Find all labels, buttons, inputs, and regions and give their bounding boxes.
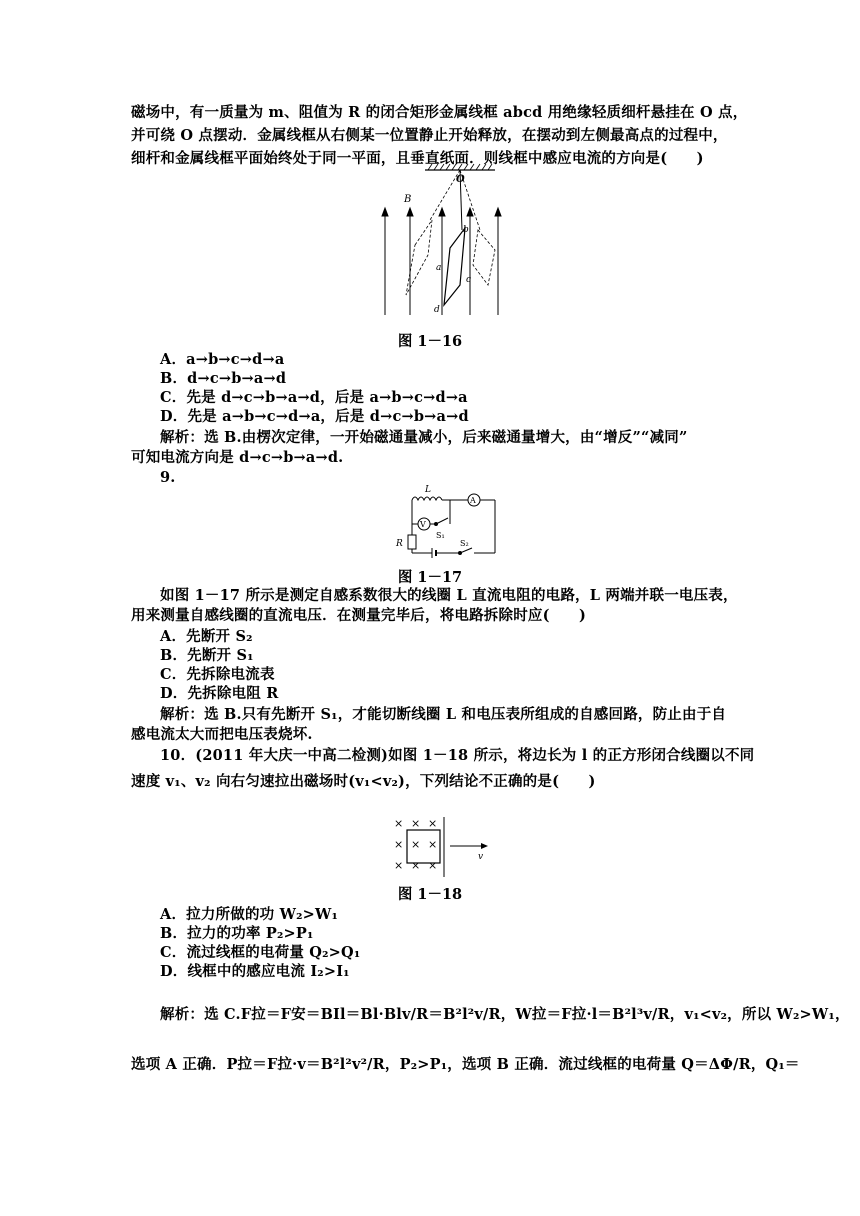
field-cross: × — [394, 838, 404, 851]
field-cross: × — [394, 817, 404, 830]
label-s1: S₁ — [436, 531, 445, 540]
field-cross: × — [428, 859, 438, 872]
label-ammeter: A — [470, 496, 476, 505]
figure-1-16-caption: 图 1－16 — [397, 333, 463, 350]
label-B: B — [404, 194, 412, 205]
label-v: v — [478, 852, 484, 862]
q10-stem-line-1: 10．(2011 年大庆一中高二检测)如图 1－18 所示，将边长为 l 的正方形闭合线圈以不同 — [160, 747, 755, 764]
q9-option-c: C．先拆除电流表 — [160, 666, 275, 683]
q8-option-c: C．先是 d→c→b→a→d，后是 a→b→c→d→a — [160, 389, 468, 406]
q8-intro-line-2: 并可绕 O 点摆动．金属线框从右侧某一位置静止开始释放，在摆动到左侧最高点的过程中， — [131, 127, 728, 144]
field-cross: × — [411, 838, 421, 851]
label-L: L — [425, 485, 431, 495]
figure-1-18-caption: 图 1－18 — [397, 886, 463, 903]
label-b: b — [463, 225, 469, 235]
q10-option-b: B．拉力的功率 P₂>P₁ — [160, 925, 314, 942]
q10-option-c: C．流过线框的电荷量 Q₂>Q₁ — [160, 944, 361, 961]
q8-analysis-line-1: 解析：选 B.由楞次定律，一开始磁通量减小，后来磁通量增大，由“增反”“减同” — [160, 429, 688, 446]
q9-analysis-line-2: 感电流太大而把电压表烧坏. — [131, 726, 313, 743]
q8-option-a: A．a→b→c→d→a — [160, 351, 285, 368]
label-voltmeter: V — [420, 520, 426, 529]
q10-option-d: D．线框中的感应电流 I₂>I₁ — [160, 963, 350, 980]
field-cross: × — [428, 817, 438, 830]
q9-option-a: A．先断开 S₂ — [160, 628, 253, 645]
field-cross: × — [394, 859, 404, 872]
field-cross: × — [411, 859, 421, 872]
figure-1-17-circuit-diagram — [390, 480, 500, 562]
label-R: R — [396, 539, 403, 549]
q9-stem-line-2: 用来测量自感线圈的直流电压．在测量完毕后，将电路拆除时应( ) — [131, 607, 587, 624]
q10-analysis-line-2: 选项 A 正确．P拉＝F拉·v＝B²l²v²/R，P₂>P₁，选项 B 正确．流过线框的电荷量 Q＝ΔΦ/R，Q₁＝ — [131, 1056, 800, 1073]
label-c: c — [466, 275, 472, 285]
figure-1-18-magnetic-field-diagram — [390, 815, 500, 879]
q9-stem-line-1: 如图 1－17 所示是测定自感系数很大的线圈 L 直流电阻的电路，L 两端并联一电压表， — [160, 587, 738, 604]
q8-option-b: B．d→c→b→a→d — [160, 370, 287, 387]
q10-analysis-line-1: 解析：选 C.F拉＝F安＝BIl＝Bl·Blv/R＝B²l²v/R，W拉＝F拉·l＝B²l³v/R，v₁<v₂，所以 W₂>W₁， — [160, 1006, 850, 1023]
q9-number: 9. — [160, 469, 176, 486]
field-cross: × — [411, 817, 421, 830]
field-cross: × — [428, 838, 438, 851]
label-O: O — [456, 174, 465, 185]
figure-1-17-caption: 图 1－17 — [397, 569, 463, 586]
label-s2: S₂ — [460, 539, 469, 548]
q9-analysis-line-1: 解析：选 B.只有先断开 S₁，才能切断线圈 L 和电压表所组成的自感回路，防止由于自 — [160, 706, 727, 723]
q8-intro-line-1: 磁场中，有一质量为 m、阻值为 R 的闭合矩形金属线框 abcd 用绝缘轻质细杆悬挂在 O 点， — [131, 104, 748, 121]
q10-option-a: A．拉力所做的功 W₂>W₁ — [160, 906, 339, 923]
label-a: a — [436, 263, 442, 273]
figure-1-16-pendulum-diagram — [370, 160, 510, 320]
q8-intro-line-3: 细杆和金属线框平面始终处于同一平面，且垂直纸面．则线框中感应电流的方向是( ) — [131, 150, 704, 167]
q8-option-d: D．先是 a→b→c→d→a，后是 d→c→b→a→d — [160, 408, 469, 425]
q10-stem-line-2: 速度 v₁、v₂ 向右匀速拉出磁场时(v₁<v₂)，下列结论不正确的是( ) — [131, 773, 596, 790]
label-d: d — [434, 305, 440, 315]
q8-analysis-line-2: 可知电流方向是 d→c→b→a→d. — [131, 449, 344, 466]
q9-option-d: D．先拆除电阻 R — [160, 685, 279, 702]
q9-option-b: B．先断开 S₁ — [160, 647, 254, 664]
